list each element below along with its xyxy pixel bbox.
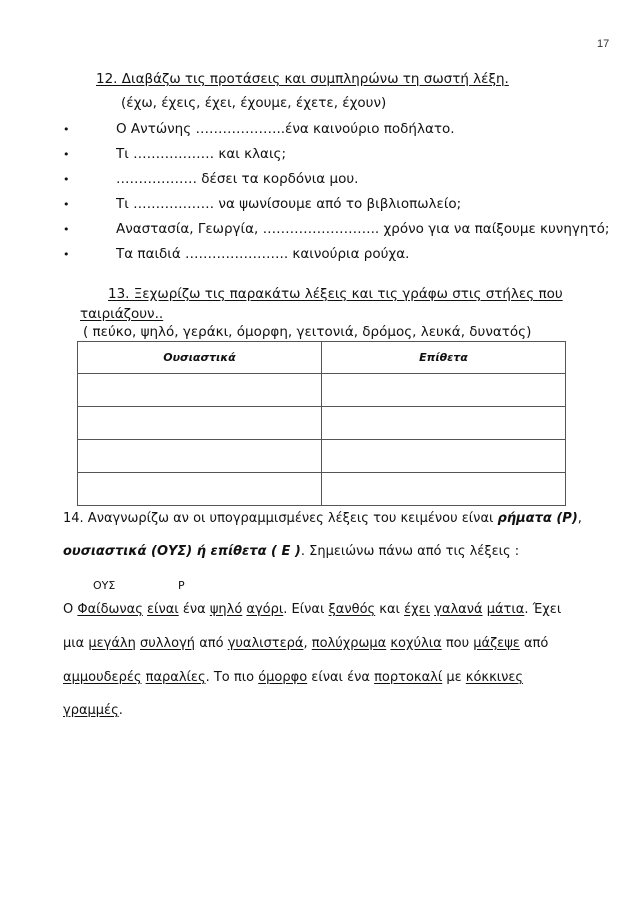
- passage-text: μια: [63, 636, 89, 651]
- exercise-14-instruction-line2: [63, 544, 519, 559]
- exercise-13-word-list: ( πεύκο, ψηλό, γεράκι, όμορφη, γειτονιά, δρόμος, λευκά, δυνατός): [83, 324, 532, 340]
- passage-text: ,: [303, 636, 312, 651]
- answer-cell[interactable]: [322, 374, 566, 407]
- list-item: ……………… δέσει τα κορδόνια μου.: [116, 171, 359, 187]
- passage-text: από: [195, 636, 228, 651]
- list-item: Τα παιδιά ………………….. καινούρια ρούχα.: [116, 246, 410, 262]
- answer-cell[interactable]: [78, 407, 322, 440]
- column-header-nouns: Ουσιαστικά: [78, 342, 322, 374]
- list-item: Τι ……………… να ψωνίσουμε από το βιβλιοπωλείο;: [116, 196, 462, 212]
- example-mark-r: Ρ: [178, 579, 185, 592]
- table-row: [78, 374, 566, 407]
- passage-text: από: [519, 636, 549, 651]
- example-mark-ous: ΟΥΣ: [93, 579, 116, 592]
- bullet-icon: •: [63, 173, 70, 186]
- underlined-word[interactable]: αγόρι: [246, 602, 284, 617]
- bullet-icon: •: [63, 198, 70, 211]
- instruction-punct: ,: [577, 511, 582, 526]
- bullet-icon: •: [63, 123, 70, 136]
- passage-text: .: [118, 703, 123, 718]
- passage-text: . Έχει: [524, 602, 562, 617]
- instruction-text: . Σημειώνω πάνω από τις λέξεις :: [300, 544, 520, 559]
- page-number: 17: [597, 38, 610, 50]
- exercise-14-instruction-line1: [63, 511, 582, 526]
- underlined-word[interactable]: γαλανά: [434, 602, 483, 617]
- underlined-word[interactable]: κοχύλια: [390, 636, 442, 651]
- sorting-table: [77, 341, 566, 506]
- exercise-13-title-line2: ταιριάζουν..: [80, 306, 164, 322]
- exercise-13-title-line1: 13. Ξεχωρίζω τις παρακάτω λέξεις και τις γράφω στις στήλες που: [108, 286, 563, 302]
- underlined-word[interactable]: γυαλιστερά: [227, 636, 304, 651]
- list-item: Τι ……………… και κλαις;: [116, 146, 286, 162]
- passage-line-2: [63, 636, 548, 651]
- exercise-12-options: (έχω, έχεις, έχει, έχουμε, έχετε, έχουν): [121, 95, 387, 111]
- noun-adjective-label: ουσιαστικά (ΟΥΣ) ή επίθετα ( Ε ): [63, 544, 301, 559]
- list-item: Ο Αντώνης ………………..ένα καινούριο ποδήλατο.: [116, 121, 455, 137]
- underlined-word[interactable]: είναι: [147, 602, 179, 617]
- passage-line-1: [63, 602, 561, 617]
- underlined-word[interactable]: κόκκινες: [465, 670, 524, 685]
- passage-text: είναι ένα: [307, 670, 375, 685]
- column-header-adjectives: Επίθετα: [322, 342, 566, 374]
- passage-text: με: [442, 670, 466, 685]
- exercise-12-title: 12. Διαβάζω τις προτάσεις και συμπληρώνω τη σωστή λέξη.: [96, 71, 509, 87]
- underlined-word[interactable]: όμορφο: [258, 670, 308, 685]
- underlined-word[interactable]: μάζεψε: [473, 636, 520, 651]
- passage-text: . Είναι: [283, 602, 329, 617]
- underlined-word[interactable]: παραλίες: [145, 670, 206, 685]
- underlined-word[interactable]: μάτια: [486, 602, 525, 617]
- bullet-icon: •: [63, 223, 70, 236]
- answer-cell[interactable]: [322, 473, 566, 506]
- underlined-word[interactable]: αμμουδερές: [63, 670, 142, 685]
- underlined-word[interactable]: γραμμές: [63, 703, 119, 718]
- verb-label: ρήματα (Ρ): [497, 511, 578, 526]
- underlined-word[interactable]: ξανθός: [328, 602, 376, 617]
- list-item: Αναστασία, Γεωργία, …………………….. χρόνο για να παίξουμε κυνηγητό;: [116, 221, 610, 237]
- table-row: [78, 473, 566, 506]
- answer-cell[interactable]: [322, 440, 566, 473]
- instruction-text: 14. Αναγνωρίζω αν οι υπογραμμισμένες λέξεις του κειμένου είναι: [63, 511, 498, 526]
- answer-cell[interactable]: [322, 407, 566, 440]
- bullet-icon: •: [63, 248, 70, 261]
- table-row: [78, 440, 566, 473]
- answer-cell[interactable]: [78, 473, 322, 506]
- passage-text: και: [375, 602, 405, 617]
- underlined-word[interactable]: ψηλό: [209, 602, 243, 617]
- passage-text: Ο: [63, 602, 78, 617]
- underlined-word[interactable]: πολύχρωμα: [311, 636, 387, 651]
- underlined-word[interactable]: Φαίδωνας: [77, 602, 143, 617]
- passage-text: ένα: [178, 602, 210, 617]
- passage-line-4: [63, 703, 123, 718]
- underlined-word[interactable]: πορτοκαλί: [374, 670, 443, 685]
- table-row: [78, 407, 566, 440]
- passage-text: που: [441, 636, 474, 651]
- underlined-word[interactable]: μεγάλη: [88, 636, 136, 651]
- answer-cell[interactable]: [78, 440, 322, 473]
- underlined-word[interactable]: έχει: [404, 602, 431, 617]
- underlined-word[interactable]: συλλογή: [140, 636, 196, 651]
- passage-text: . Το πιο: [205, 670, 259, 685]
- passage-line-3: [63, 670, 523, 685]
- bullet-icon: •: [63, 148, 70, 161]
- answer-cell[interactable]: [78, 374, 322, 407]
